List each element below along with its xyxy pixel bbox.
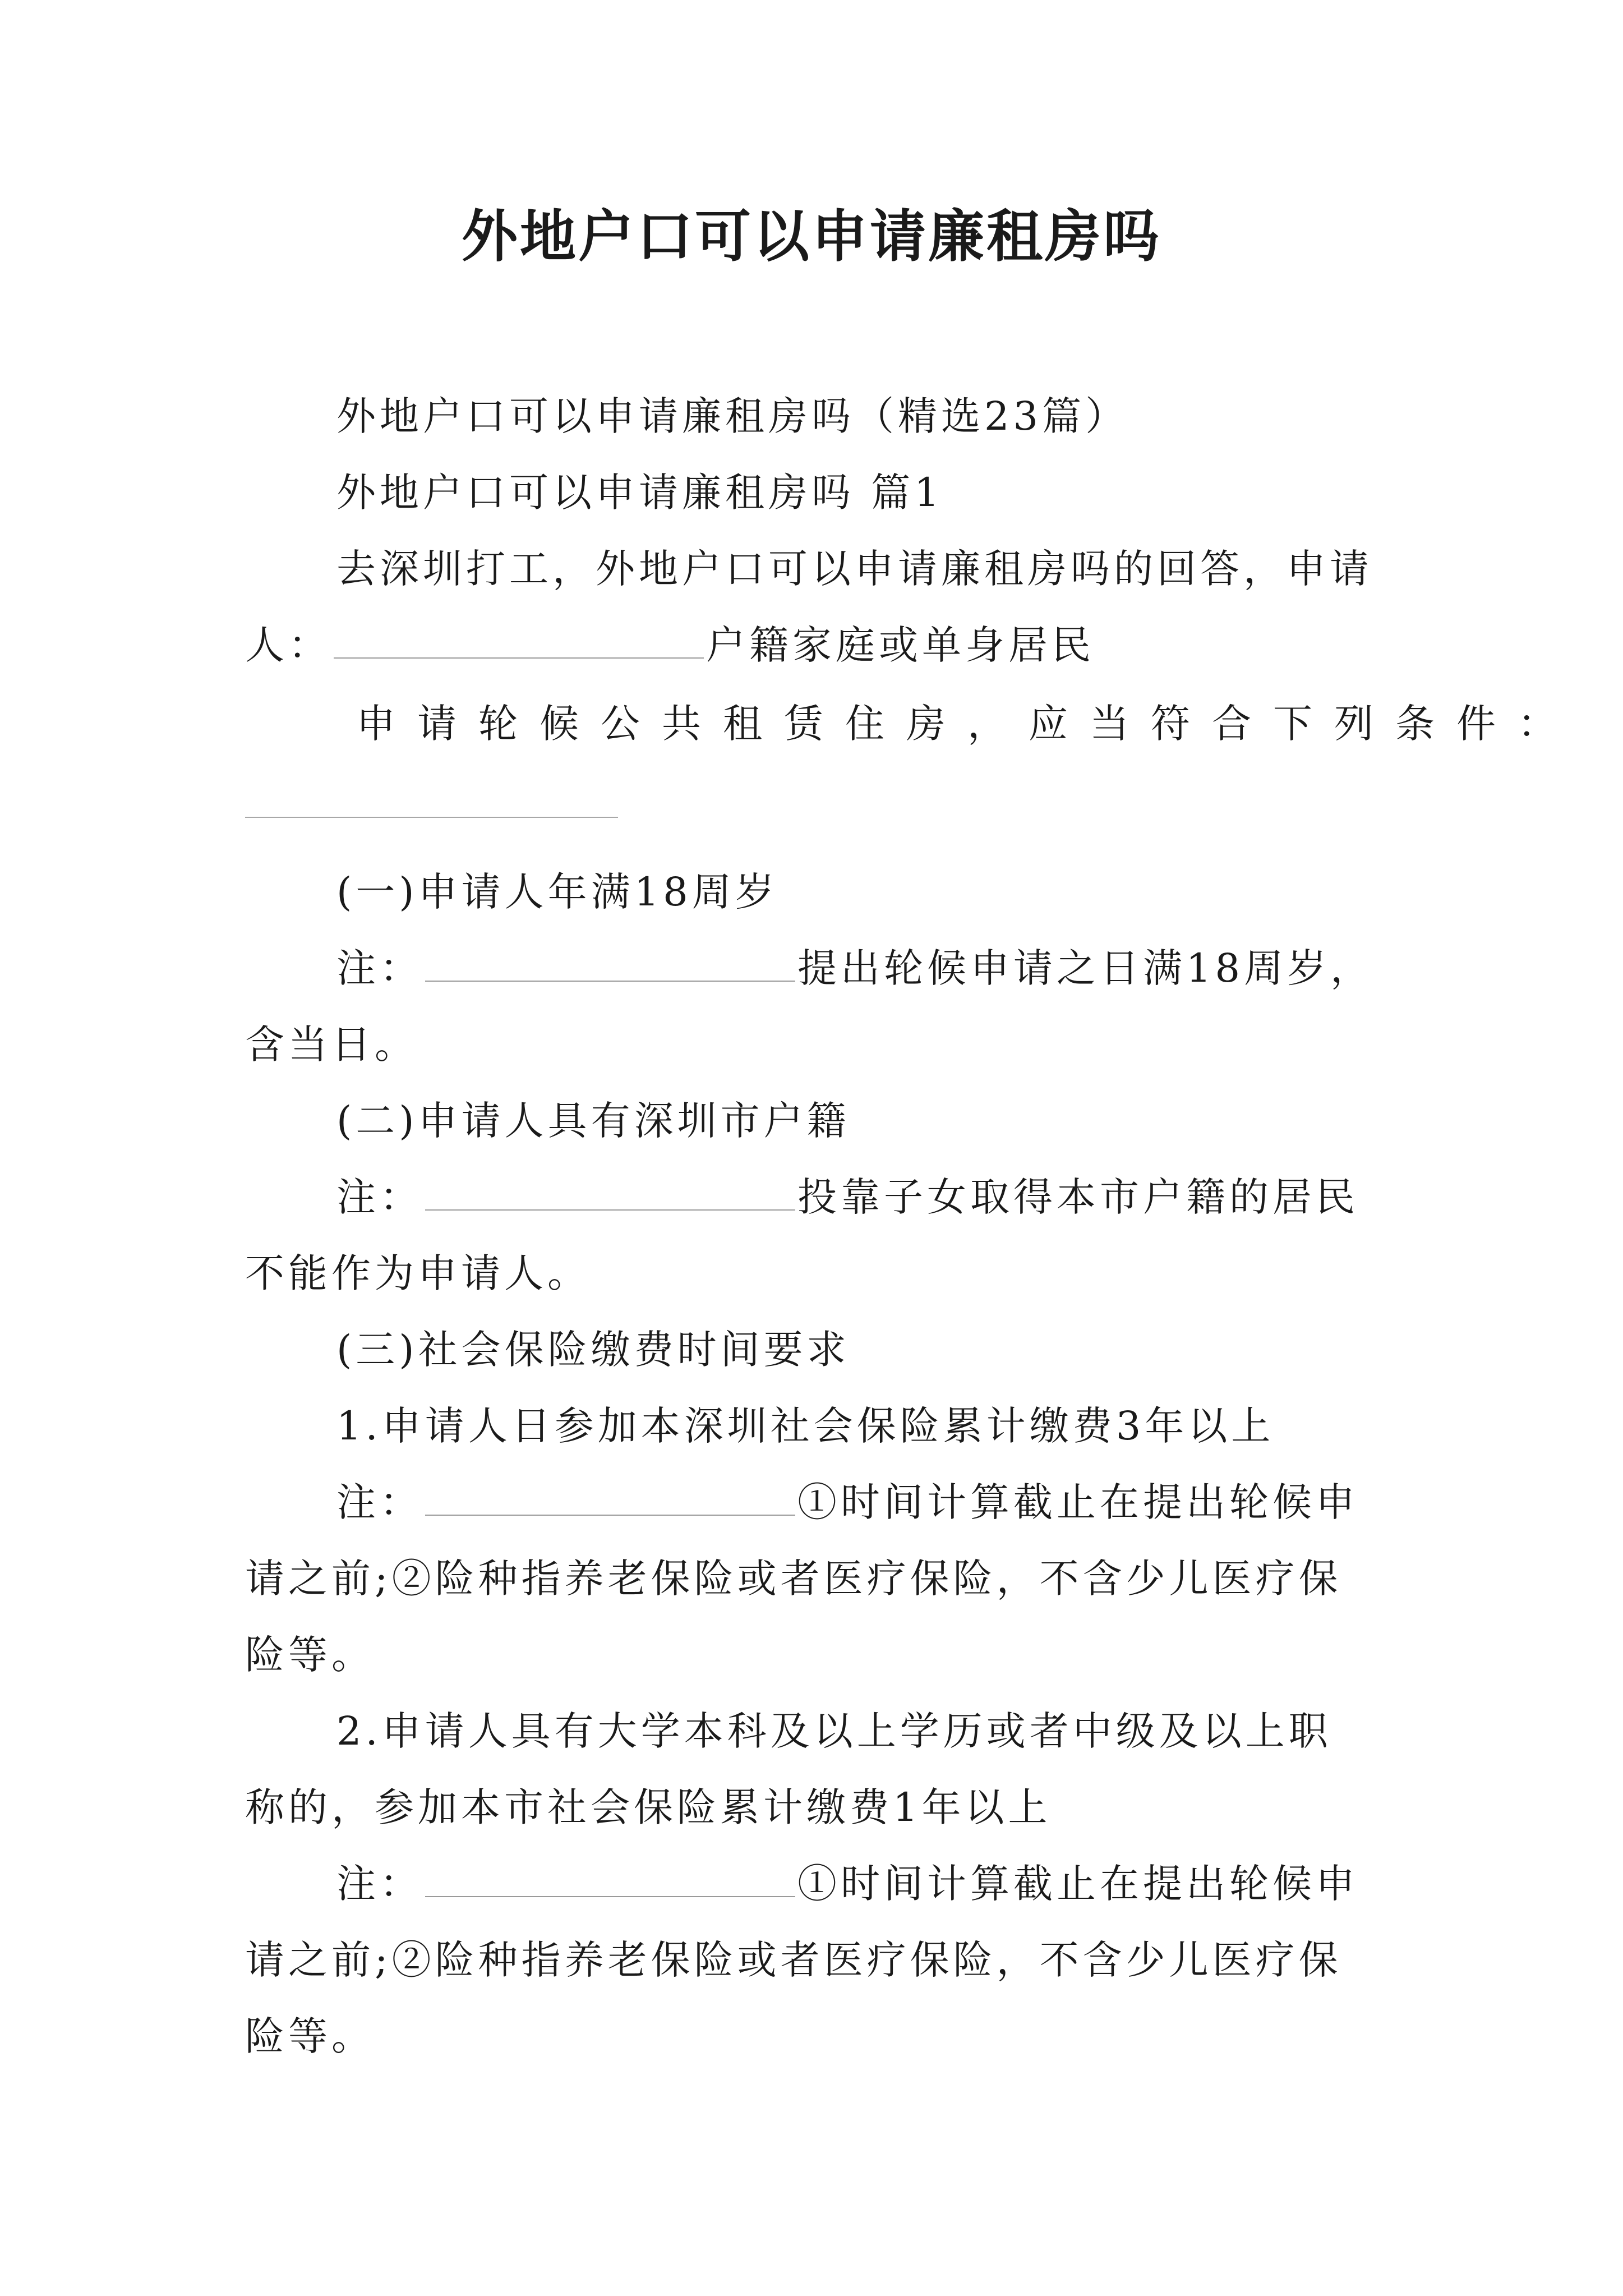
item3-sub2-note-text: ①时间计算截止在提出轮候申 xyxy=(797,1861,1359,1907)
item3-sub2-line-1: 2.申请人具有大学本科及以上学历或者中级及以上职 xyxy=(336,1708,1332,1754)
note-label: 注： xyxy=(336,1479,423,1525)
chapter-heading: 外地户口可以申请廉租房吗 篇1 xyxy=(336,470,943,516)
item3-sub1-note-line-1 xyxy=(336,1474,1359,1530)
document-title: 外地户口可以申请廉租房吗 xyxy=(462,204,1161,269)
item2-note-text: 投靠子女取得本市户籍的居民 xyxy=(797,1174,1359,1220)
separator-line xyxy=(245,817,618,818)
item1-heading: (一)申请人年满18周岁 xyxy=(336,869,778,915)
item3-sub1: 1.申请人日参加本深圳社会保险累计缴费3年以上 xyxy=(336,1403,1275,1449)
fill-in-blank xyxy=(425,944,795,982)
subtitle: 外地户口可以申请廉租房吗（精选23篇） xyxy=(336,393,1129,439)
fill-in-blank xyxy=(425,1172,795,1211)
item3-sub1-note-text: ①时间计算截止在提出轮候申 xyxy=(797,1479,1359,1525)
intro-line-2 xyxy=(245,617,1095,673)
item3-sub2-note-line-3: 险等。 xyxy=(245,2013,375,2059)
note-label: 注： xyxy=(336,945,423,991)
intro-line-1: 去深圳打工，外地户口可以申请廉租房吗的回答，申请 xyxy=(336,546,1373,592)
fill-in-blank xyxy=(334,620,704,659)
item3-sub1-note-line-3: 险等。 xyxy=(245,1632,375,1678)
item1-note-line-1 xyxy=(336,940,1373,996)
note-label: 注： xyxy=(336,1861,423,1907)
item2-heading: (二)申请人具有深圳市户籍 xyxy=(336,1098,850,1144)
item1-note-text: 提出轮候申请之日满18周岁， xyxy=(797,945,1374,991)
intro-suffix: 户籍家庭或单身居民 xyxy=(706,622,1095,668)
fill-in-blank xyxy=(425,1859,795,1897)
item3-sub2-note-line-1 xyxy=(336,1856,1359,1912)
item2-note-line-1 xyxy=(336,1169,1359,1225)
intro-prefix: 人： xyxy=(245,622,331,668)
item3-heading: (三)社会保险缴费时间要求 xyxy=(336,1327,850,1373)
conditions-heading: 申请轮候公共租赁住房，应当符合下列条件： xyxy=(356,701,1579,747)
item3-sub2-line-2: 称的，参加本市社会保险累计缴费1年以上 xyxy=(245,1784,1052,1830)
item3-sub2-note-line-2: 请之前;②险种指养老保险或者医疗保险，不含少儿医疗保 xyxy=(245,1937,1342,1983)
item2-note-line-2: 不能作为申请人。 xyxy=(245,1250,591,1296)
note-label: 注： xyxy=(336,1174,423,1220)
fill-in-blank xyxy=(425,1478,795,1516)
item3-sub1-note-line-2: 请之前;②险种指养老保险或者医疗保险，不含少儿医疗保 xyxy=(245,1556,1342,1602)
item1-note-line-2: 含当日。 xyxy=(245,1022,418,1068)
